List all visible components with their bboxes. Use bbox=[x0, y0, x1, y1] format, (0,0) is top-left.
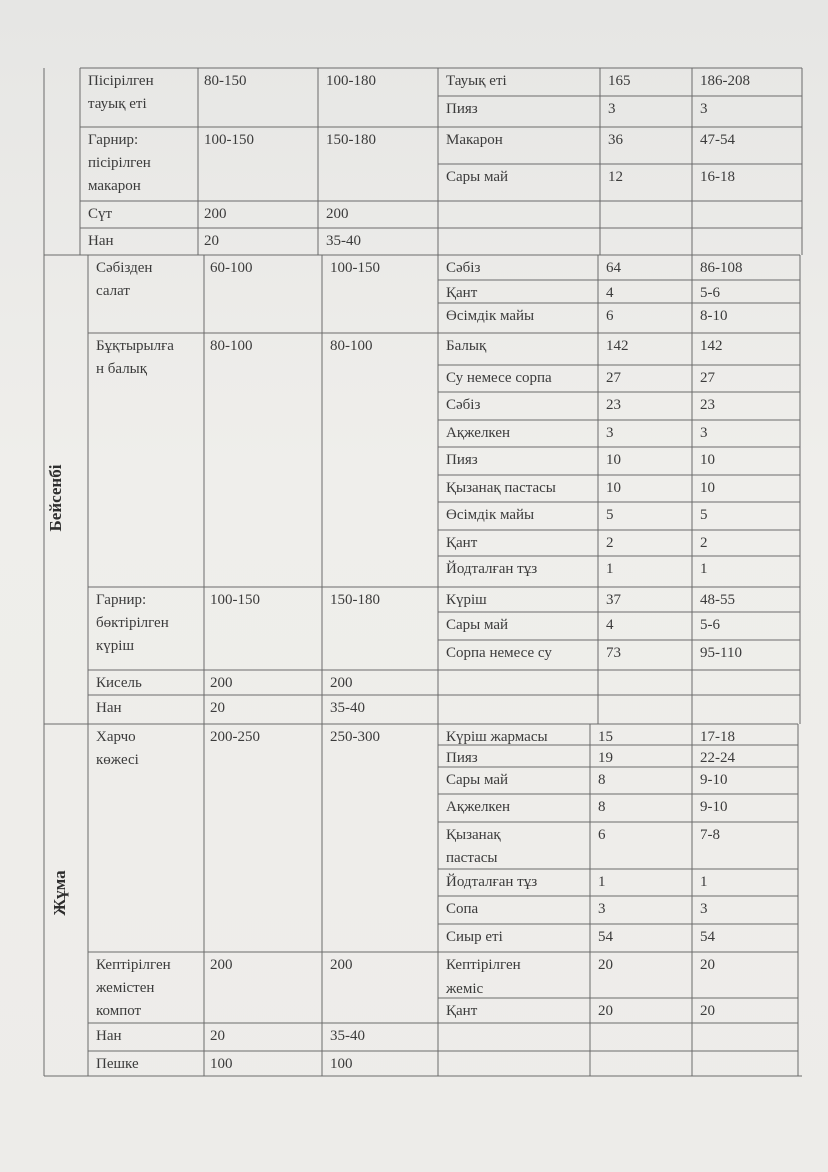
ingredient-name: Күріш bbox=[446, 592, 487, 608]
portion-max: 200 bbox=[330, 957, 353, 973]
ingredient-qty-min: 1 bbox=[598, 874, 606, 890]
ingredient-qty-min: 23 bbox=[606, 397, 621, 413]
ingredient-qty-min: 165 bbox=[608, 73, 631, 89]
ingredient-qty-max: 20 bbox=[700, 957, 715, 973]
dish-name: тауық еті bbox=[88, 96, 147, 112]
dish-name: күріш bbox=[96, 638, 135, 654]
ingredient-qty-min: 6 bbox=[606, 308, 614, 324]
dish-name: н балық bbox=[96, 361, 148, 377]
ingredient-qty-min: 10 bbox=[606, 452, 621, 468]
ingredient-qty-min: 142 bbox=[606, 338, 629, 354]
ingredient-qty-max: 1 bbox=[700, 874, 708, 890]
ingredient-qty-max: 16-18 bbox=[700, 169, 735, 185]
dish-name: Нан bbox=[88, 233, 114, 249]
ingredient-name: Пияз bbox=[446, 750, 478, 766]
dish-name: Нан bbox=[96, 700, 122, 716]
ingredient-name: Ақжелкен bbox=[446, 425, 511, 441]
ingredient-name: Сиыр еті bbox=[446, 929, 503, 945]
ingredient-name: Сәбіз bbox=[446, 397, 481, 413]
ingredient-qty-min: 8 bbox=[598, 772, 606, 788]
ingredient-name: Су немесе сорпа bbox=[446, 370, 552, 386]
dish-name: макарон bbox=[88, 178, 141, 194]
dish-name: компот bbox=[96, 1003, 142, 1019]
ingredient-qty-min: 19 bbox=[598, 750, 613, 766]
ingredient-qty-max: 48-55 bbox=[700, 592, 735, 608]
portion-max: 250-300 bbox=[330, 729, 380, 745]
ingredient-name: Сопа bbox=[446, 901, 479, 917]
dish-name: Бұқтырылға bbox=[96, 338, 174, 354]
ingredient-qty-min: 5 bbox=[606, 507, 614, 523]
ingredient-name: Тауық еті bbox=[446, 73, 507, 89]
ingredient-name: Йодталған тұз bbox=[446, 561, 538, 577]
portion-min: 200 bbox=[204, 206, 227, 222]
portion-max: 150-180 bbox=[326, 132, 376, 148]
ingredient-qty-max: 10 bbox=[700, 452, 715, 468]
portion-min: 100-150 bbox=[210, 592, 260, 608]
ingredient-name: Сары май bbox=[446, 772, 509, 788]
ingredient-qty-min: 4 bbox=[606, 617, 614, 633]
portion-max: 80-100 bbox=[330, 338, 373, 354]
ingredient-qty-max: 142 bbox=[700, 338, 723, 354]
day-label-friday: Жұма bbox=[50, 870, 69, 916]
ingredient-name: Сары май bbox=[446, 169, 509, 185]
ingredient-qty-max: 47-54 bbox=[700, 132, 735, 148]
portion-min: 20 bbox=[210, 1028, 225, 1044]
ingredient-qty-max: 9-10 bbox=[700, 799, 728, 815]
ingredient-name: Макарон bbox=[446, 132, 503, 148]
portion-min: 100-150 bbox=[204, 132, 254, 148]
portion-min: 80-100 bbox=[210, 338, 253, 354]
dish-name: бөктірілген bbox=[96, 615, 169, 631]
dish-name: пісірілген bbox=[88, 155, 151, 171]
dish-name: Кисель bbox=[96, 675, 142, 691]
ingredient-name: Балық bbox=[446, 338, 487, 354]
portion-min: 200 bbox=[210, 675, 233, 691]
ingredient-name: Күріш жармасы bbox=[446, 729, 548, 745]
ingredient-qty-min: 12 bbox=[608, 169, 623, 185]
portion-max: 100 bbox=[330, 1056, 353, 1072]
portion-min: 200-250 bbox=[210, 729, 260, 745]
ingredient-qty-max: 186-208 bbox=[700, 73, 750, 89]
dish-name: Гарнир: bbox=[96, 592, 147, 608]
dish-name: Нан bbox=[96, 1028, 122, 1044]
ingredient-qty-max: 22-24 bbox=[700, 750, 735, 766]
ingredient-name: Ақжелкен bbox=[446, 799, 511, 815]
ingredient-qty-min: 73 bbox=[606, 645, 621, 661]
portion-max: 200 bbox=[326, 206, 349, 222]
portion-max: 100-180 bbox=[326, 73, 376, 89]
ingredient-qty-max: 7-8 bbox=[700, 827, 720, 843]
ingredient-qty-max: 86-108 bbox=[700, 260, 743, 276]
ingredient-name-wrap: жеміс bbox=[446, 981, 484, 997]
portion-max: 100-150 bbox=[330, 260, 380, 276]
dish-name: Сәбізден bbox=[96, 260, 153, 276]
ingredient-qty-max: 3 bbox=[700, 901, 708, 917]
portion-max: 35-40 bbox=[330, 1028, 365, 1044]
ingredient-qty-max: 5-6 bbox=[700, 285, 720, 301]
ingredient-qty-max: 20 bbox=[700, 1003, 715, 1019]
ingredient-name: Қант bbox=[446, 535, 478, 551]
dish-name: Пісірілген bbox=[88, 73, 154, 89]
ingredient-qty-max: 95-110 bbox=[700, 645, 742, 661]
ingredient-qty-max: 5 bbox=[700, 507, 708, 523]
dish-name: Гарнир: bbox=[88, 132, 139, 148]
portion-max: 200 bbox=[330, 675, 353, 691]
ingredient-qty-min: 4 bbox=[606, 285, 614, 301]
ingredient-name: Өсімдік майы bbox=[446, 308, 535, 324]
portion-min: 20 bbox=[210, 700, 225, 716]
ingredient-qty-min: 8 bbox=[598, 799, 606, 815]
ingredient-qty-min: 3 bbox=[598, 901, 606, 917]
portion-min: 80-150 bbox=[204, 73, 247, 89]
ingredient-qty-max: 9-10 bbox=[700, 772, 728, 788]
dish-name: салат bbox=[96, 283, 130, 299]
ingredient-qty-min: 20 bbox=[598, 1003, 613, 1019]
ingredient-qty-max: 1 bbox=[700, 561, 708, 577]
ingredient-name: Өсімдік майы bbox=[446, 507, 535, 523]
portion-max: 35-40 bbox=[326, 233, 361, 249]
ingredient-qty-min: 10 bbox=[606, 480, 621, 496]
dish-name: жемістен bbox=[96, 980, 155, 996]
ingredient-qty-min: 54 bbox=[598, 929, 613, 945]
day-label-thursday: Бейсенбі bbox=[46, 464, 65, 532]
ingredient-qty-max: 2 bbox=[700, 535, 708, 551]
ingredient-qty-min: 27 bbox=[606, 370, 621, 386]
dish-name: Сүт bbox=[88, 206, 113, 222]
portion-max: 150-180 bbox=[330, 592, 380, 608]
portion-max: 35-40 bbox=[330, 700, 365, 716]
dish-name: Харчо bbox=[96, 729, 136, 745]
portion-min: 60-100 bbox=[210, 260, 253, 276]
ingredient-name: Қызанақ bbox=[446, 827, 501, 843]
ingredient-name: Қызанақ пастасы bbox=[446, 480, 556, 496]
ingredient-name: Сорпа немесе су bbox=[446, 645, 552, 661]
ingredient-qty-min: 20 bbox=[598, 957, 613, 973]
ingredient-qty-max: 3 bbox=[700, 101, 708, 117]
ingredient-qty-max: 54 bbox=[700, 929, 715, 945]
ingredient-qty-max: 5-6 bbox=[700, 617, 720, 633]
ingredient-qty-max: 8-10 bbox=[700, 308, 728, 324]
ingredient-name: Пияз bbox=[446, 452, 478, 468]
ingredient-qty-min: 37 bbox=[606, 592, 621, 608]
ingredient-qty-min: 3 bbox=[606, 425, 614, 441]
ingredient-qty-min: 3 bbox=[608, 101, 616, 117]
ingredient-name: Йодталған тұз bbox=[446, 874, 538, 890]
ingredient-qty-max: 3 bbox=[700, 425, 708, 441]
ingredient-qty-min: 36 bbox=[608, 132, 623, 148]
portion-min: 20 bbox=[204, 233, 219, 249]
dish-name: Пешке bbox=[96, 1056, 139, 1072]
ingredient-qty-min: 64 bbox=[606, 260, 621, 276]
ingredient-name: Пияз bbox=[446, 101, 478, 117]
dish-name: көжесі bbox=[96, 752, 139, 768]
ingredient-name: Қант bbox=[446, 1003, 478, 1019]
ingredient-name: Кептірілген bbox=[446, 957, 521, 973]
ingredient-name: Сары май bbox=[446, 617, 509, 633]
ingredient-name: Сәбіз bbox=[446, 260, 481, 276]
ingredient-name-wrap: пастасы bbox=[446, 850, 498, 866]
portion-min: 100 bbox=[210, 1056, 233, 1072]
ingredient-name: Қант bbox=[446, 285, 478, 301]
ingredient-qty-max: 10 bbox=[700, 480, 715, 496]
ingredient-qty-max: 17-18 bbox=[700, 729, 735, 745]
dish-name: Кептірілген bbox=[96, 957, 171, 973]
ingredient-qty-min: 15 bbox=[598, 729, 613, 745]
ingredient-qty-min: 2 bbox=[606, 535, 614, 551]
ingredient-qty-max: 23 bbox=[700, 397, 715, 413]
ingredient-qty-max: 27 bbox=[700, 370, 715, 386]
ingredient-qty-min: 6 bbox=[598, 827, 606, 843]
portion-min: 200 bbox=[210, 957, 233, 973]
ingredient-qty-min: 1 bbox=[606, 561, 614, 577]
